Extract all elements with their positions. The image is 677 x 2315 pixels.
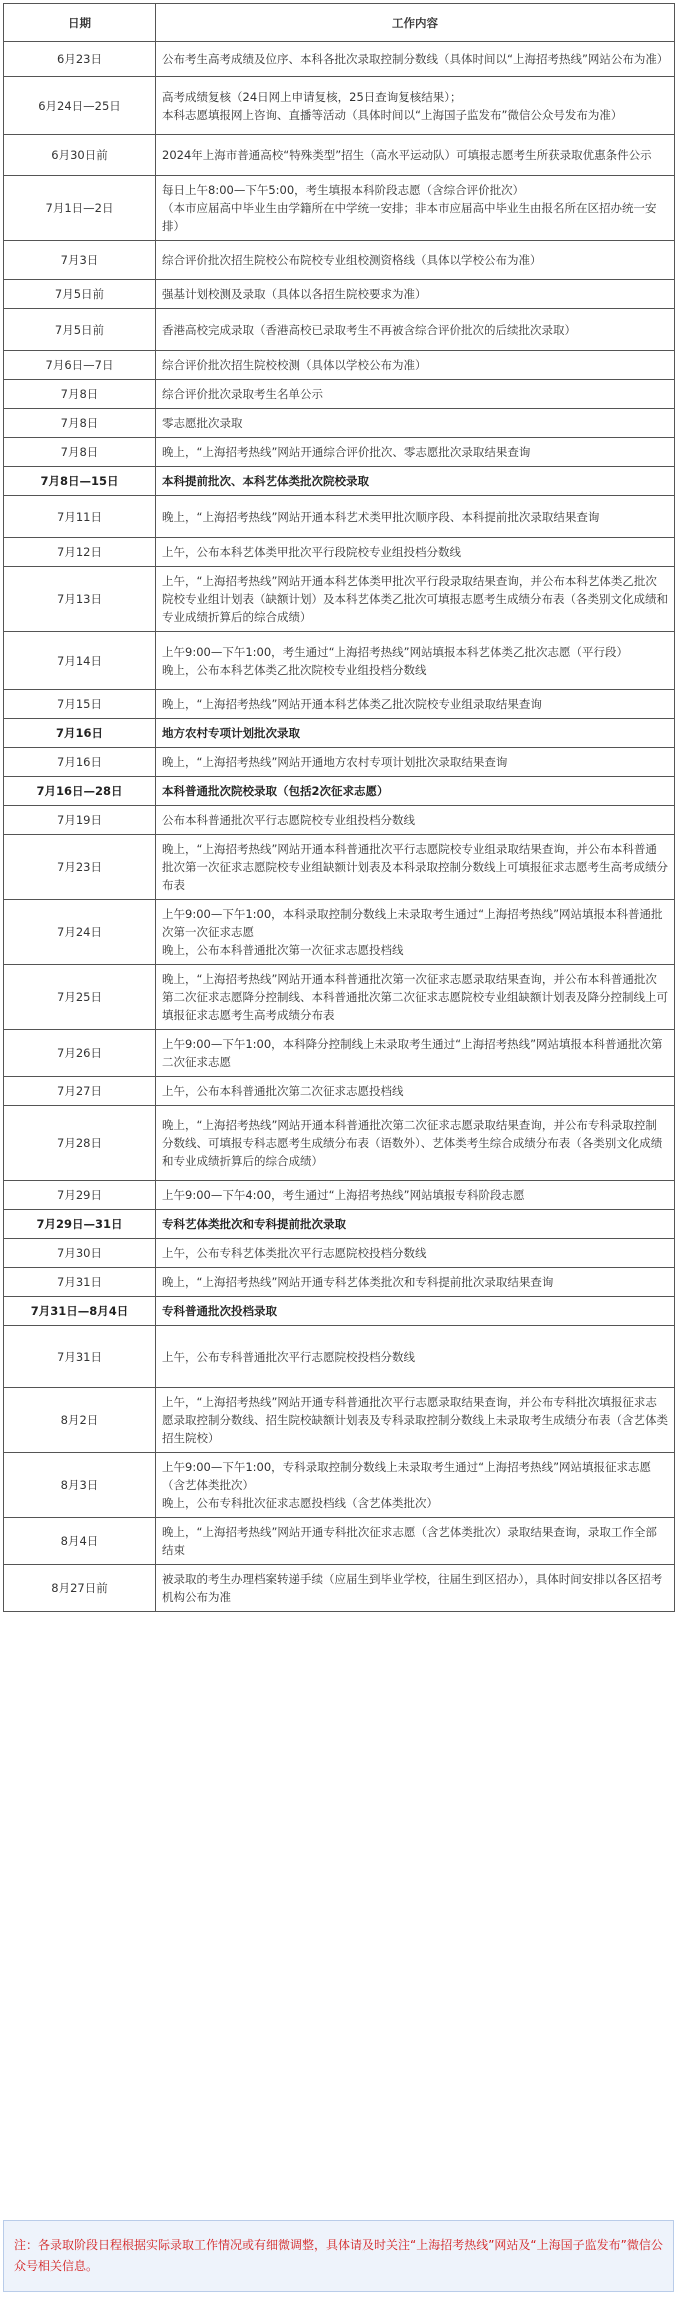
table-header-row <box>4 4 675 42</box>
row-date: 7月16日 <box>4 719 156 748</box>
footnote: 注：各录取阶段日程根据实际录取工作情况或有细微调整，具体请及时关注“上海招考热线”网站及“上海国子监发布”微信公众号相关信息。 <box>3 2220 674 2292</box>
row-date: 7月31日—8月4日 <box>4 1297 156 1326</box>
row-date: 8月4日 <box>4 1518 156 1565</box>
row-content: 综合评价批次录取考生名单公示 <box>156 380 675 409</box>
row-date: 7月5日前 <box>4 280 156 309</box>
row-date: 7月3日 <box>4 241 156 280</box>
table-row <box>4 900 675 965</box>
row-date: 6月23日 <box>4 42 156 77</box>
row-content: 每日上午8:00—下午5:00，考生填报本科阶段志愿（含综合评价批次） （本市应届高中毕业生由学籍所在中学统一安排；非本市应届高中毕业生由报名所在区招办统一安排） <box>156 176 675 241</box>
row-content: 综合评价批次招生院校校测（具体以学校公布为准） <box>156 351 675 380</box>
row-date: 7月16日 <box>4 748 156 777</box>
row-content: 地方农村专项计划批次录取 <box>156 719 675 748</box>
row-date: 7月29日 <box>4 1181 156 1210</box>
row-content: 晚上，“上海招考热线”网站开通本科普通批次平行志愿院校专业组录取结果查询，并公布本科普通批次第一次征求志愿院校专业组缺额计划表及本科录取控制分数线上可填报征求志愿考生高考成绩分布表 <box>156 835 675 900</box>
row-date: 7月27日 <box>4 1077 156 1106</box>
row-date: 7月31日 <box>4 1268 156 1297</box>
table-row <box>4 965 675 1030</box>
row-date: 7月23日 <box>4 835 156 900</box>
table-row <box>4 538 675 567</box>
row-date: 8月3日 <box>4 1453 156 1518</box>
row-content: 上午9:00—下午1:00，考生通过“上海招考热线”网站填报本科艺体类乙批次志愿（平行段） 晚上，公布本科艺体类乙批次院校专业组投档分数线 <box>156 632 675 690</box>
table-row <box>4 1453 675 1518</box>
row-date: 7月16日—28日 <box>4 777 156 806</box>
row-date: 7月25日 <box>4 965 156 1030</box>
table-row <box>4 1239 675 1268</box>
row-date: 7月6日—7日 <box>4 351 156 380</box>
table-row <box>4 280 675 309</box>
row-content: 本科提前批次、本科艺体类批次院校录取 <box>156 467 675 496</box>
row-content: 晚上，“上海招考热线”网站开通综合评价批次、零志愿批次录取结果查询 <box>156 438 675 467</box>
row-content: 上午，公布专科普通批次平行志愿院校投档分数线 <box>156 1326 675 1388</box>
row-content: 上午，公布专科艺体类批次平行志愿院校投档分数线 <box>156 1239 675 1268</box>
schedule-table-container <box>3 3 674 1612</box>
row-content: 公布考生高考成绩及位序、本科各批次录取控制分数线（具体时间以“上海招考热线”网站公布为准） <box>156 42 675 77</box>
table-row <box>4 1077 675 1106</box>
row-content: 晚上，“上海招考热线”网站开通本科艺术类甲批次顺序段、本科提前批次录取结果查询 <box>156 496 675 538</box>
row-content: 上午，公布本科普通批次第二次征求志愿投档线 <box>156 1077 675 1106</box>
row-date: 8月27日前 <box>4 1565 156 1612</box>
row-content: 上午，“上海招考热线”网站开通专科普通批次平行志愿录取结果查询，并公布专科批次填报征求志愿录取控制分数线、招生院校缺额计划表及专科录取控制分数线上未录取考生成绩分布表（含艺体类招生院校） <box>156 1388 675 1453</box>
row-date: 7月8日 <box>4 409 156 438</box>
row-date: 7月26日 <box>4 1030 156 1077</box>
row-content: 被录取的考生办理档案转递手续（应届生到毕业学校，往届生到区招办），具体时间安排以各区招考机构公布为准 <box>156 1565 675 1612</box>
row-date: 7月8日 <box>4 380 156 409</box>
table-row <box>4 496 675 538</box>
row-date: 7月11日 <box>4 496 156 538</box>
row-date: 7月8日 <box>4 438 156 467</box>
header-date: 日期 <box>4 4 156 42</box>
table-body <box>4 42 675 1612</box>
row-content: 晚上，“上海招考热线”网站开通专科批次征求志愿（含艺体类批次）录取结果查询，录取工作全部结束 <box>156 1518 675 1565</box>
row-content: 晚上，“上海招考热线”网站开通专科艺体类批次和专科提前批次录取结果查询 <box>156 1268 675 1297</box>
row-content: 晚上，“上海招考热线”网站开通本科普通批次第一次征求志愿录取结果查询，并公布本科普通批次第二次征求志愿降分控制线、本科普通批次第二次征求志愿院校专业组缺额计划表及降分控制线上可填报征求志愿考生高考成绩分布表 <box>156 965 675 1030</box>
row-date: 7月29日—31日 <box>4 1210 156 1239</box>
table-row <box>4 806 675 835</box>
row-content: 公布本科普通批次平行志愿院校专业组投档分数线 <box>156 806 675 835</box>
row-content: 晚上，“上海招考热线”网站开通本科艺体类乙批次院校专业组录取结果查询 <box>156 690 675 719</box>
row-date: 7月24日 <box>4 900 156 965</box>
table-row <box>4 632 675 690</box>
row-date: 7月19日 <box>4 806 156 835</box>
row-date: 6月30日前 <box>4 135 156 176</box>
table-row <box>4 748 675 777</box>
section-row <box>4 777 675 806</box>
row-content: 本科普通批次院校录取（包括2次征求志愿） <box>156 777 675 806</box>
section-row <box>4 467 675 496</box>
row-content: 上午9:00—下午1:00，专科录取控制分数线上未录取考生通过“上海招考热线”网站填报征求志愿（含艺体类批次） 晚上，公布专科批次征求志愿投档线（含艺体类批次） <box>156 1453 675 1518</box>
row-content: 上午，“上海招考热线”网站开通本科艺体类甲批次平行段录取结果查询，并公布本科艺体类乙批次院校专业组计划表（缺额计划）及本科艺体类乙批次可填报志愿考生成绩分布表（各类别文化成绩和专业成绩折算后的综合成绩） <box>156 567 675 632</box>
table-row <box>4 77 675 135</box>
row-date: 7月8日—15日 <box>4 467 156 496</box>
header-content: 工作内容 <box>156 4 675 42</box>
table-row <box>4 42 675 77</box>
row-date: 7月31日 <box>4 1326 156 1388</box>
table-row <box>4 567 675 632</box>
row-date: 7月14日 <box>4 632 156 690</box>
row-content: 专科普通批次投档录取 <box>156 1297 675 1326</box>
row-content: 强基计划校测及录取（具体以各招生院校要求为准） <box>156 280 675 309</box>
table-row <box>4 409 675 438</box>
row-date: 7月30日 <box>4 1239 156 1268</box>
table-row <box>4 1268 675 1297</box>
table-row <box>4 135 675 176</box>
row-content: 上午，公布本科艺体类甲批次平行段院校专业组投档分数线 <box>156 538 675 567</box>
admission-schedule-table <box>3 3 675 1612</box>
row-content: 上午9:00—下午1:00，本科录取控制分数线上未录取考生通过“上海招考热线”网站填报本科普通批次第一次征求志愿 晚上，公布本科普通批次第一次征求志愿投档线 <box>156 900 675 965</box>
section-row <box>4 1297 675 1326</box>
row-content: 晚上，“上海招考热线”网站开通地方农村专项计划批次录取结果查询 <box>156 748 675 777</box>
row-content: 专科艺体类批次和专科提前批次录取 <box>156 1210 675 1239</box>
table-row <box>4 1518 675 1565</box>
row-content: 香港高校完成录取（香港高校已录取考生不再被含综合评价批次的后续批次录取） <box>156 309 675 351</box>
table-row <box>4 1181 675 1210</box>
table-row <box>4 1565 675 1612</box>
table-row <box>4 351 675 380</box>
row-content: 上午9:00—下午1:00，本科降分控制线上未录取考生通过“上海招考热线”网站填报本科普通批次第二次征求志愿 <box>156 1030 675 1077</box>
table-row <box>4 380 675 409</box>
table-row <box>4 1106 675 1181</box>
row-content: 综合评价批次招生院校公布院校专业组校测资格线（具体以学校公布为准） <box>156 241 675 280</box>
row-content: 高考成绩复核（24日网上申请复核，25日查询复核结果）； 本科志愿填报网上咨询、直播等活动（具体时间以“上海国子监发布”微信公众号发布为准） <box>156 77 675 135</box>
row-date: 7月12日 <box>4 538 156 567</box>
section-row <box>4 1210 675 1239</box>
row-date: 7月28日 <box>4 1106 156 1181</box>
row-content: 2024年上海市普通高校“特殊类型”招生（高水平运动队）可填报志愿考生所获录取优惠条件公示 <box>156 135 675 176</box>
table-row <box>4 690 675 719</box>
row-date: 6月24日—25日 <box>4 77 156 135</box>
table-row <box>4 309 675 351</box>
table-row <box>4 1388 675 1453</box>
table-row <box>4 176 675 241</box>
row-content: 晚上，“上海招考热线”网站开通本科普通批次第二次征求志愿录取结果查询，并公布专科录取控制分数线、可填报专科志愿考生成绩分布表（语数外）、艺体类考生综合成绩分布表（各类别文化成绩和专业成绩折算后的综合成绩） <box>156 1106 675 1181</box>
row-date: 7月15日 <box>4 690 156 719</box>
section-row <box>4 719 675 748</box>
row-date: 8月2日 <box>4 1388 156 1453</box>
table-row <box>4 835 675 900</box>
row-date: 7月1日—2日 <box>4 176 156 241</box>
row-content: 上午9:00—下午4:00，考生通过“上海招考热线”网站填报专科阶段志愿 <box>156 1181 675 1210</box>
row-date: 7月5日前 <box>4 309 156 351</box>
table-row <box>4 1030 675 1077</box>
row-date: 7月13日 <box>4 567 156 632</box>
table-row <box>4 438 675 467</box>
row-content: 零志愿批次录取 <box>156 409 675 438</box>
table-row <box>4 1326 675 1388</box>
table-row <box>4 241 675 280</box>
